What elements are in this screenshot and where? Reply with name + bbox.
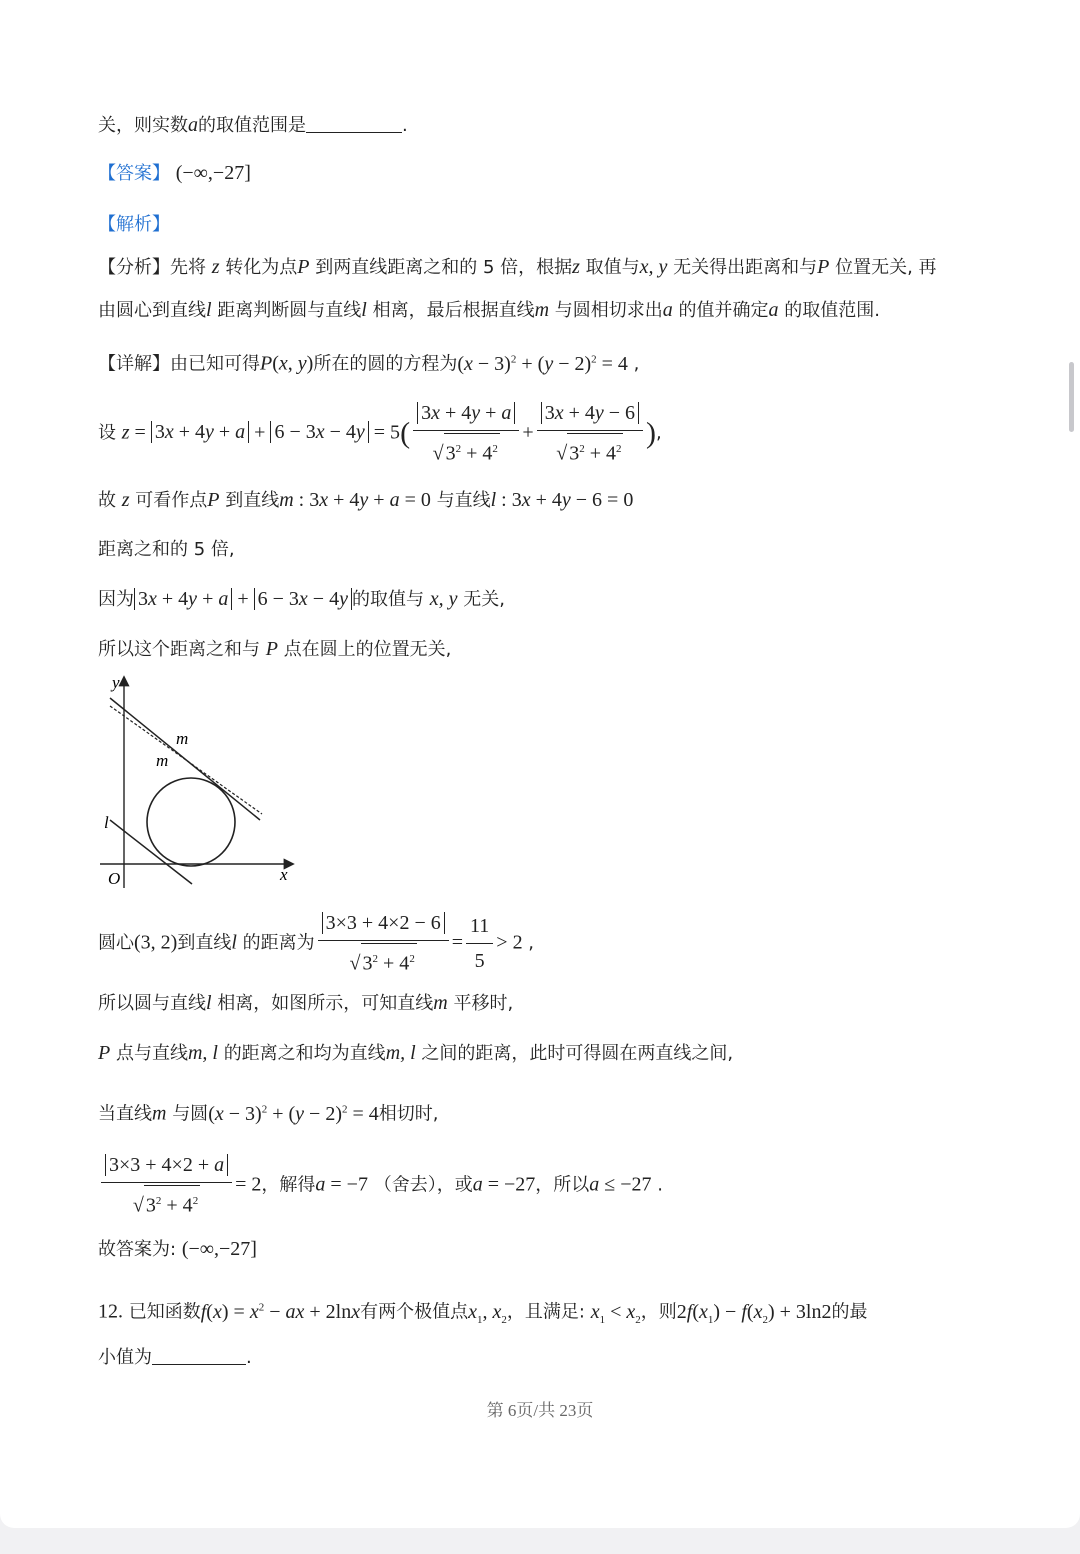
final-answer-line: [98, 1236, 257, 1263]
text: 小值为: [98, 1347, 152, 1368]
text: 的值并确定: [678, 300, 769, 321]
text: 平移时,: [453, 993, 514, 1014]
text: 到直线: [177, 932, 232, 954]
solve-line: $\frac{3\times 3 + 4\times 2 + a}{√ 3^2 + 4^2}$ = 2，解得a = −7 （舍去），或a = −27，所以a ≤ −27 .: [98, 1150, 663, 1221]
text: ，则: [640, 1301, 677, 1323]
text: 当直线: [98, 1103, 152, 1125]
text: 的距离为: [242, 932, 315, 954]
text: 位置无关, 再: [835, 257, 937, 278]
because-line: 因为 3x + 4y + a + 6 − 3x − 4y 的取值与 x, y 无关,: [98, 588, 505, 610]
tangent-line: 当直线m 与圆$(x - 3)^2 + (y - 2)^2 = 4$相切时,: [98, 1102, 439, 1125]
text: 到两直线距离之和的 5 倍，根据: [315, 257, 573, 278]
distance-5: 距离之和的 5 倍,: [98, 539, 235, 560]
m-label-solid: m: [156, 751, 169, 770]
question-12-line-2: 小值为 .: [98, 1347, 252, 1368]
text: 的取值与: [351, 589, 424, 610]
p-point-line: P 点与直线m, l 的距离之和均为直线m, l 之间的距离，此时可得圆在两直线之间,: [98, 1042, 734, 1064]
text: 故答案为:: [98, 1239, 177, 1260]
text: ，且满足:: [506, 1301, 585, 1323]
question-tail: 关，则实数a的取值范围是 .: [98, 114, 408, 136]
text: 所以这个距离之和与: [98, 639, 260, 660]
text: 与圆: [172, 1103, 209, 1125]
text: 先将: [170, 257, 206, 278]
scrollbar-thumb[interactable]: [1069, 362, 1074, 432]
text: 转化为点: [225, 257, 298, 278]
question-number: 12.: [98, 1300, 123, 1323]
text: 之间的距离，此时可得圆在两直线之间,: [421, 1043, 734, 1064]
answer-line: [98, 160, 251, 187]
text: 的取值范围是: [198, 115, 306, 136]
text: 相离，如图所示，可知直线: [217, 993, 434, 1014]
l-label: l: [104, 813, 109, 832]
fraction: $\frac{3x + 4y + a}{√ 3^2 + 4^2}$: [413, 398, 519, 469]
text: 因为: [98, 589, 134, 610]
analysis-label: 【解析】: [98, 214, 170, 235]
x-label: x: [280, 865, 288, 884]
text: 有两个极值点: [360, 1301, 469, 1323]
detail-label: 【详解】: [98, 353, 170, 375]
fraction: $\frac{3x + 4y - 6}{√ 3^2 + 4^2}$: [537, 398, 643, 469]
text: 点在圆上的位置无关,: [283, 639, 452, 660]
text: 的取值范围.: [784, 300, 880, 321]
text: 圆心: [98, 932, 134, 954]
text: 故: [98, 490, 116, 511]
page-footer: 第 6页/共 23页: [486, 1401, 594, 1420]
text: 到直线: [225, 490, 280, 511]
fraction: $\frac{3\times 3 + 4\times 2 - 6}{√ 3^2 + 4^2}$: [318, 908, 449, 979]
text: （舍去），或: [373, 1174, 473, 1196]
text: 所以圆与直线: [98, 993, 206, 1014]
text: 所在的圆的方程为: [313, 353, 458, 375]
text: 由已知可得: [170, 353, 260, 375]
answer-label: 【答案】: [98, 163, 170, 184]
text: 点与直线: [115, 1043, 188, 1064]
text: 相切时,: [378, 1103, 439, 1125]
question-12-line-1: 12. 已知函数$f(x) = x^2$ − ax + 2lnx有两个极值点$x_1$, $x_2$，且满足: $x_1 < x_2$，则$2f(x_1) - f(x_2) + 3\ln 2$的最: [98, 1300, 868, 1326]
fraction: $\frac{11}{5}$: [466, 911, 493, 976]
circle: [147, 778, 235, 866]
text: 相离，最后根据直线: [372, 300, 535, 321]
text: 由圆心到直线: [98, 300, 206, 321]
fenxi-label: 【分析】: [98, 257, 170, 278]
text: 的最: [831, 1301, 868, 1323]
text: 关，则实数: [98, 115, 188, 136]
text: 的距离之和均为直线: [223, 1043, 386, 1064]
text: ，所以: [535, 1174, 590, 1196]
fenxi-line-1: 【分析】先将 z 转化为点P 到两直线距离之和的 5 倍，根据z 取值与x, y 无关得出距离和与P 位置无关, 再: [98, 256, 937, 278]
answer-value: (−∞,−27]: [175, 162, 251, 184]
m-label-dashed: m: [176, 729, 189, 748]
geometry-figure: [96, 672, 306, 892]
y-label: y: [112, 673, 120, 692]
soyi-line-1: 所以这个距离之和与 P 点在圆上的位置无关,: [98, 638, 452, 660]
answer-blank: [306, 114, 402, 133]
fraction: $\frac{3\times 3 + 4\times 2 + a}{√ 3^2 + 4^2}$: [101, 1150, 232, 1221]
text: 可看作点: [135, 490, 208, 511]
text: 已知函数: [128, 1301, 201, 1323]
gu-line: 故 z 可看作点P 到直线m : 3x + 4y + a = 0 与直线l : 3x + 4y − 6 = 0: [98, 489, 634, 511]
text: 设: [98, 422, 116, 444]
final-answer-value: (−∞,−27]: [181, 1238, 257, 1260]
soyi-line-2: 所以圆与直线l 相离，如图所示，可知直线m 平移时,: [98, 992, 514, 1014]
text: 与直线: [436, 490, 491, 511]
fenxi-line-2: 由圆心到直线l 距离判断圆与直线l 相离，最后根据直线m 与圆相切求出a 的值并确定a 的取值范围.: [98, 299, 880, 321]
text: 距离判断圆与直线: [217, 300, 362, 321]
origin-label: O: [108, 869, 121, 888]
set-z-line: 设 z = 3x + 4y + a + 6 − 3x − 4y = 5( $\frac{3x + 4y + a}{√ 3^2 + 4^2}$ + $\frac{3x + 4y - 6}{√ 3^2 + 4^2}$ ),: [98, 398, 662, 469]
answer-blank: [152, 1346, 246, 1365]
text: 无关得出距离和与: [673, 257, 818, 278]
line-l: [110, 820, 192, 884]
text: 与圆相切求出: [554, 300, 663, 321]
text: 无关,: [463, 589, 505, 610]
center-distance-line: 圆心(3, 2)到直线l 的距离为 $\frac{3\times 3 + 4\times 2 - 6}{√ 3^2 + 4^2}$ = $\frac{11}{5}$ > 2 ,: [98, 908, 534, 979]
text: 取值与: [585, 257, 640, 278]
text: ，解得: [261, 1174, 316, 1196]
detail-line: 【详解】由已知可得P(x, y)所在的圆的方程为$(x - 3)^2 + (y - 2)^2 = 4$ ,: [98, 352, 640, 375]
